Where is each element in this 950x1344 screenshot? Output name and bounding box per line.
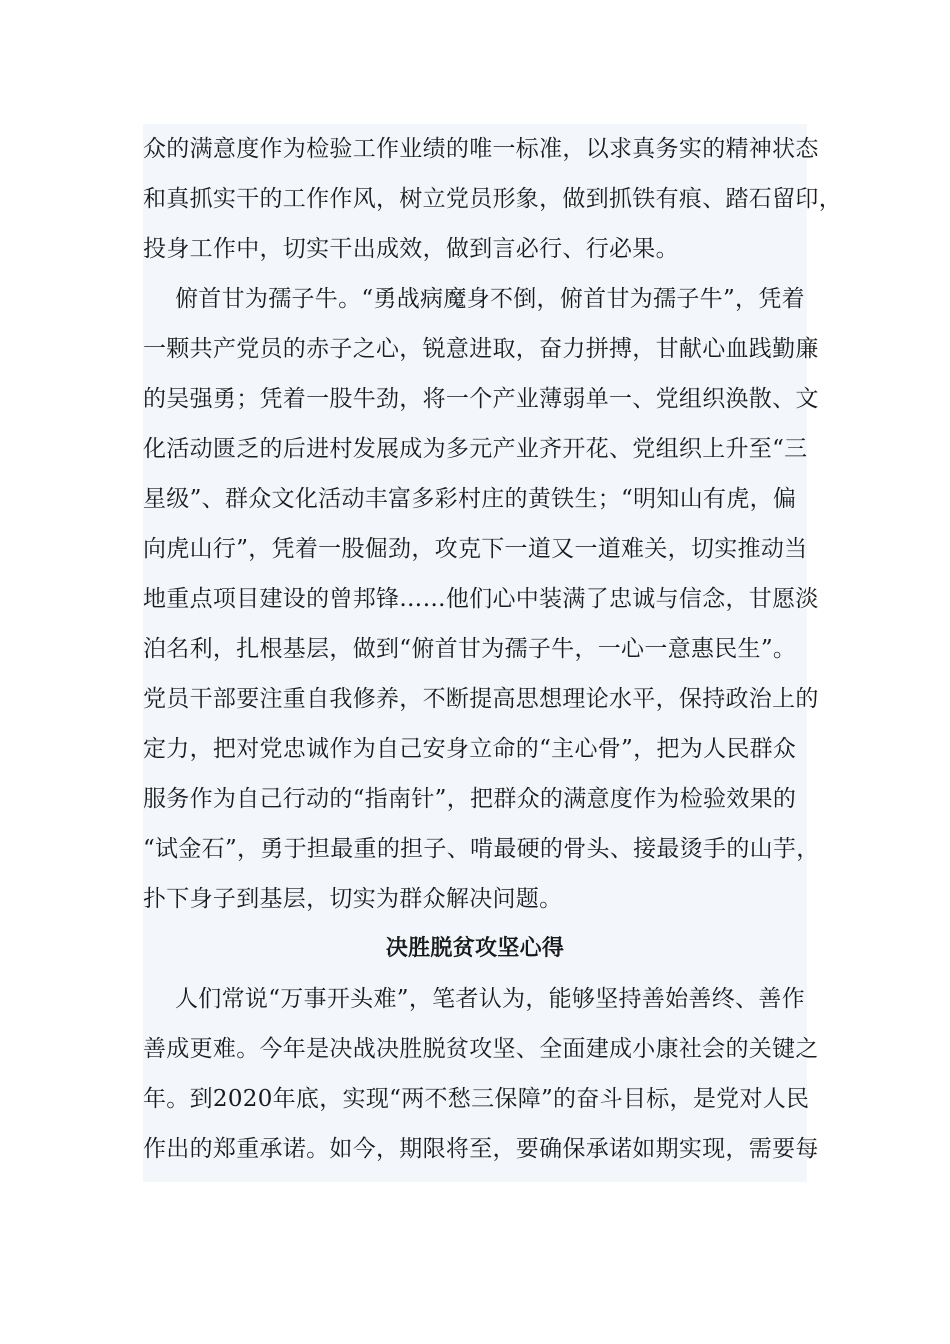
text-line: 作出的郑重承诺。如今，期限将至，要确保承诺如期实现，需要每 <box>143 1136 819 1162</box>
text-line: 一颗共产党员的赤子之心，锐意进取，奋力拼搏，甘献心血践勤廉 <box>143 336 819 362</box>
text-line: 向虎山行”，凭着一股倔劲，攻克下一道又一道难关，切实推动当 <box>143 536 808 562</box>
section-heading: 决胜脱贫攻坚心得 <box>385 936 565 961</box>
text-line: 服务作为自己行动的“指南针”，把群众的满意度作为检验效果的 <box>143 786 797 812</box>
text-line: 泊名利，扎根基层，做到“俯首甘为孺子牛，一心一意惠民生”。 <box>143 636 797 662</box>
text-line: 和真抓实干的工作作风，树立党员形象，做到抓铁有痕、踏石留印， <box>143 186 842 212</box>
text-line: 众的满意度作为检验工作业绩的唯一标准，以求真务实的精神状态 <box>143 136 819 162</box>
text-line: 俯首甘为孺子牛。“勇战病魔身不倒，俯首甘为孺子牛”，凭着 <box>175 286 805 312</box>
document-body <box>143 124 842 1182</box>
text-line: “试金石”，勇于担最重的担子、啃最硬的骨头、接最烫手的山芋， <box>143 836 820 862</box>
text-line: 扑下身子到基层，切实为群众解决问题。 <box>143 886 563 912</box>
text-line: 党员干部要注重自我修养，不断提高思想理论水平，保持政治上的 <box>143 686 819 712</box>
text-line: 善成更难。今年是决战决胜脱贫攻坚、全面建成小康社会的关键之 <box>143 1036 819 1062</box>
text-line: 定力，把对党忠诚作为自己安身立命的“主心骨”，把为人民群众 <box>143 736 797 762</box>
text-line: 人们常说“万事开头难”，笔者认为，能够坚持善始善终、善作 <box>175 986 805 1012</box>
text-line: 星级”、群众文化活动丰富多彩村庄的黄铁生；“明知山有虎，偏 <box>143 486 797 512</box>
text-line: 化活动匮乏的后进村发展成为多元产业齐开花、党组织上升至“三 <box>143 436 808 462</box>
text-line: 地重点项目建设的曾邦锋……他们心中装满了忠诚与信念，甘愿淡 <box>143 586 819 612</box>
text-line: 投身工作中，切实干出成效，做到言必行、行必果。 <box>143 236 679 262</box>
text-line: 年。到2020年底，实现“两不愁三保障”的奋斗目标，是党对人民 <box>143 1086 810 1112</box>
text-line: 的吴强勇；凭着一股牛劲，将一个产业薄弱单一、党组织涣散、文 <box>143 386 819 412</box>
